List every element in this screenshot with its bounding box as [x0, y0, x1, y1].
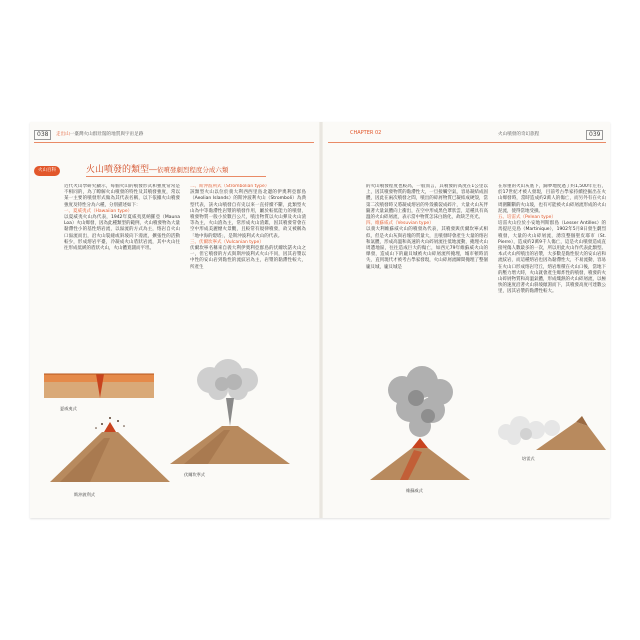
intro-paragraph: 近代火山學研究顯示，每個火山的噴發形式和強度常常是不相同的，為了瞭解火山噴發的特性及其噴發強度，常以某一主要的噴發形式做為其代表名稱，以下依據火山噴發強度及特性分為六種，分別描述如下：	[64, 184, 180, 208]
vulcanian-paragraph: 伏爾坎寧名稱來自義大利伊奧利亞群島的伏爾坎諾火山之一，但它噴發的方式與斯沖波利式火山不同，因其岩漿以中性的安山岩到黏性的流紋岩為主，岩漿的黏滯性較大，所產生	[190, 246, 306, 270]
pelean-paragraph: 培雷火山位於小安地列斯群島（Lesser Antilles）的馬提尼克島（Martinique），1902年5月8日發生劇烈噴發，大量的火山碎屑流，湧沒整個聖皮耶市（St. Pierre），造成約2萬9千人傷亡，這是火山噴發造成直接死傷人數最多的一次，所以用此火山作代表此類型。本式火山所噴出的岩漿，大多數是黏性很大的安山岩和流紋岩，而這種熔岩也因為黏滯性大，不易流動，容易在火山口形成熔岩穹丘，熔岩堆積在火山口後，當地下的壓力增大時，火山就會產生爆炸性的噴發，噴發的火山碎屑物質和高溫氣體，形成熾熱的火山碎屑流，以極快的速度沿著火山斜坡傾瀉而下，其噴發高度可達數公里，因其岩漿的黏滯性較大。	[498, 221, 606, 295]
left-column-1	[64, 184, 180, 372]
right-column-2	[498, 184, 606, 372]
title-subtitle: ──依噴發劇烈程度分成六類	[149, 166, 229, 174]
pelean-heading: 五、培雷式（Pelean type）	[498, 215, 556, 221]
chapter-label: CHAPTER 02	[350, 130, 382, 136]
strombolian-illustration	[50, 418, 170, 488]
strombolian-heading: 二、斯沖波利式（Strombolian type）	[190, 184, 270, 189]
vulcanian-illustration	[170, 360, 290, 470]
title-rule	[86, 176, 266, 177]
left-running-head-accent: 走出山	[56, 132, 70, 137]
hawaiian-heading: 一、夏威夷式（Hawaiian type）	[64, 208, 133, 214]
vesuvian-paragraph: 以義大利維蘇威火山的噴發為代表，其噴發與伏爾坎寧式相似，但是火山灰與岩塊的質量大，且噴發時會產生大量的熔岩和氣體，形成高溫和高速的火山碎屑流往低地流動，掩埋火山周遭地區，往往造成巨大的傷亡，如西元79年維蘇威火山的爆發，造成山下的龐貝城被火山碎屑流所掩埋，城市頓時消失，直到現代才被考古學家發現，火山碎屑流瞬間掩埋了整個龐貝城，龐貝城是	[366, 227, 488, 270]
hawaiian-paragraph: 以夏威夷火山為代表，1942年夏威夷莫納羅亞（Mauna Loa）火山爆發，因為此種類型的範例，火山噴發物為大量黏滯性小的基性熔岩流，以溢流的方式為主，熔岩自火山口溢流而出，沿火山裂縫或斜坡向下漫流，擴張性的活動較少，形成熔岩平臺，冷凝成火山盾狀岩流，其中火山往往形成低緩的盾狀火山，火山體寬闊而平坦。	[64, 215, 180, 252]
section-badge: 火山百科	[34, 166, 60, 176]
strombolian-paragraph: 該類型火山以位於義大利西西里島北邊的伊奧利亞群島（Aeolian Islands）的斯沖波利火山（Stromboli）為典型代表，該火山噴發自有史以來一直持續不斷，此類型火山為中等黏滯性岩漿的噴發作用，屬於較低能力的噴發，噴發物質一般小於數百公尺，噴出物質以火山彈及火山渣等為主，火山渣為主，常形成火山渣錐，因其噴發常會在空中形成美麗煙火景觀，且較常有規律噴發，故又被稱為「地中海的燈塔」，是斯沖波利式火山的代表。	[190, 190, 306, 239]
right-column-1	[366, 184, 488, 372]
vulcanian-heading: 三、伏爾坎寧式（Vulcanian type）	[190, 239, 264, 245]
book-spread	[30, 122, 610, 518]
left-column-2	[190, 184, 306, 372]
caption-vulcanian: 伏爾坎寧式	[184, 472, 205, 477]
vesuvian-illustration	[370, 368, 470, 486]
right-running-head: 火山噴發的奇幻旅程	[498, 132, 540, 137]
caption-pelean: 培雷式	[522, 456, 535, 461]
left-header-rule	[34, 142, 314, 143]
title-main: 火山噴發的類型	[86, 165, 150, 175]
vulcanian-continued-paragraph: 的火山噴發程度也較高，一般而言，其噴發的高度在1公里以上，因其噴發物質的黏滯性大，一旦接觸空氣，容易凝結成固體，因此在兩次噴發之間，噴出的碎屑物質已凝結成硬殼，當第二次噴發時又將凝成熔岩的外殼衝裂成碎片，大量火山灰伴隨著大量氣體向上衝出，在空中形成黑色蕈狀雲，這種具有高溫的火山碎屑流，表示當中物質怎沫白熱化，故缺乏亮光。	[366, 184, 488, 221]
right-header-rule	[328, 142, 606, 143]
caption-vesuvian: 維蘇威式	[406, 488, 423, 493]
right-page-number: 039	[586, 130, 603, 140]
page-title	[86, 162, 228, 175]
caption-strombolian: 斯沖波利式	[74, 492, 95, 497]
vesuvian-heading: 四、維蘇威式（Vesuvian type）	[366, 221, 434, 227]
pelean-intro-paragraph: 在厚重的火山灰底下，歸夢地度過了約1,500年左右，於17世紀才被人發現，目前考古學家持續挖掘出在火山爆發時，當時造成約2萬人的傷亡，而另外有在火山周圍斷斷的火山玻，也有可能被火山碎屑流形成的火山泥流，使得當地受損。	[498, 184, 606, 214]
hawaiian-illustration	[44, 370, 154, 400]
caption-hawaiian: 夏威夷式	[60, 406, 77, 411]
left-running-head-text: 一臺灣火山群壯闊的地質與宇宙足跡	[69, 132, 144, 137]
pelean-illustration	[496, 408, 606, 452]
left-page-number: 038	[34, 130, 51, 140]
page-gutter	[319, 122, 323, 518]
left-running-head	[56, 131, 143, 137]
